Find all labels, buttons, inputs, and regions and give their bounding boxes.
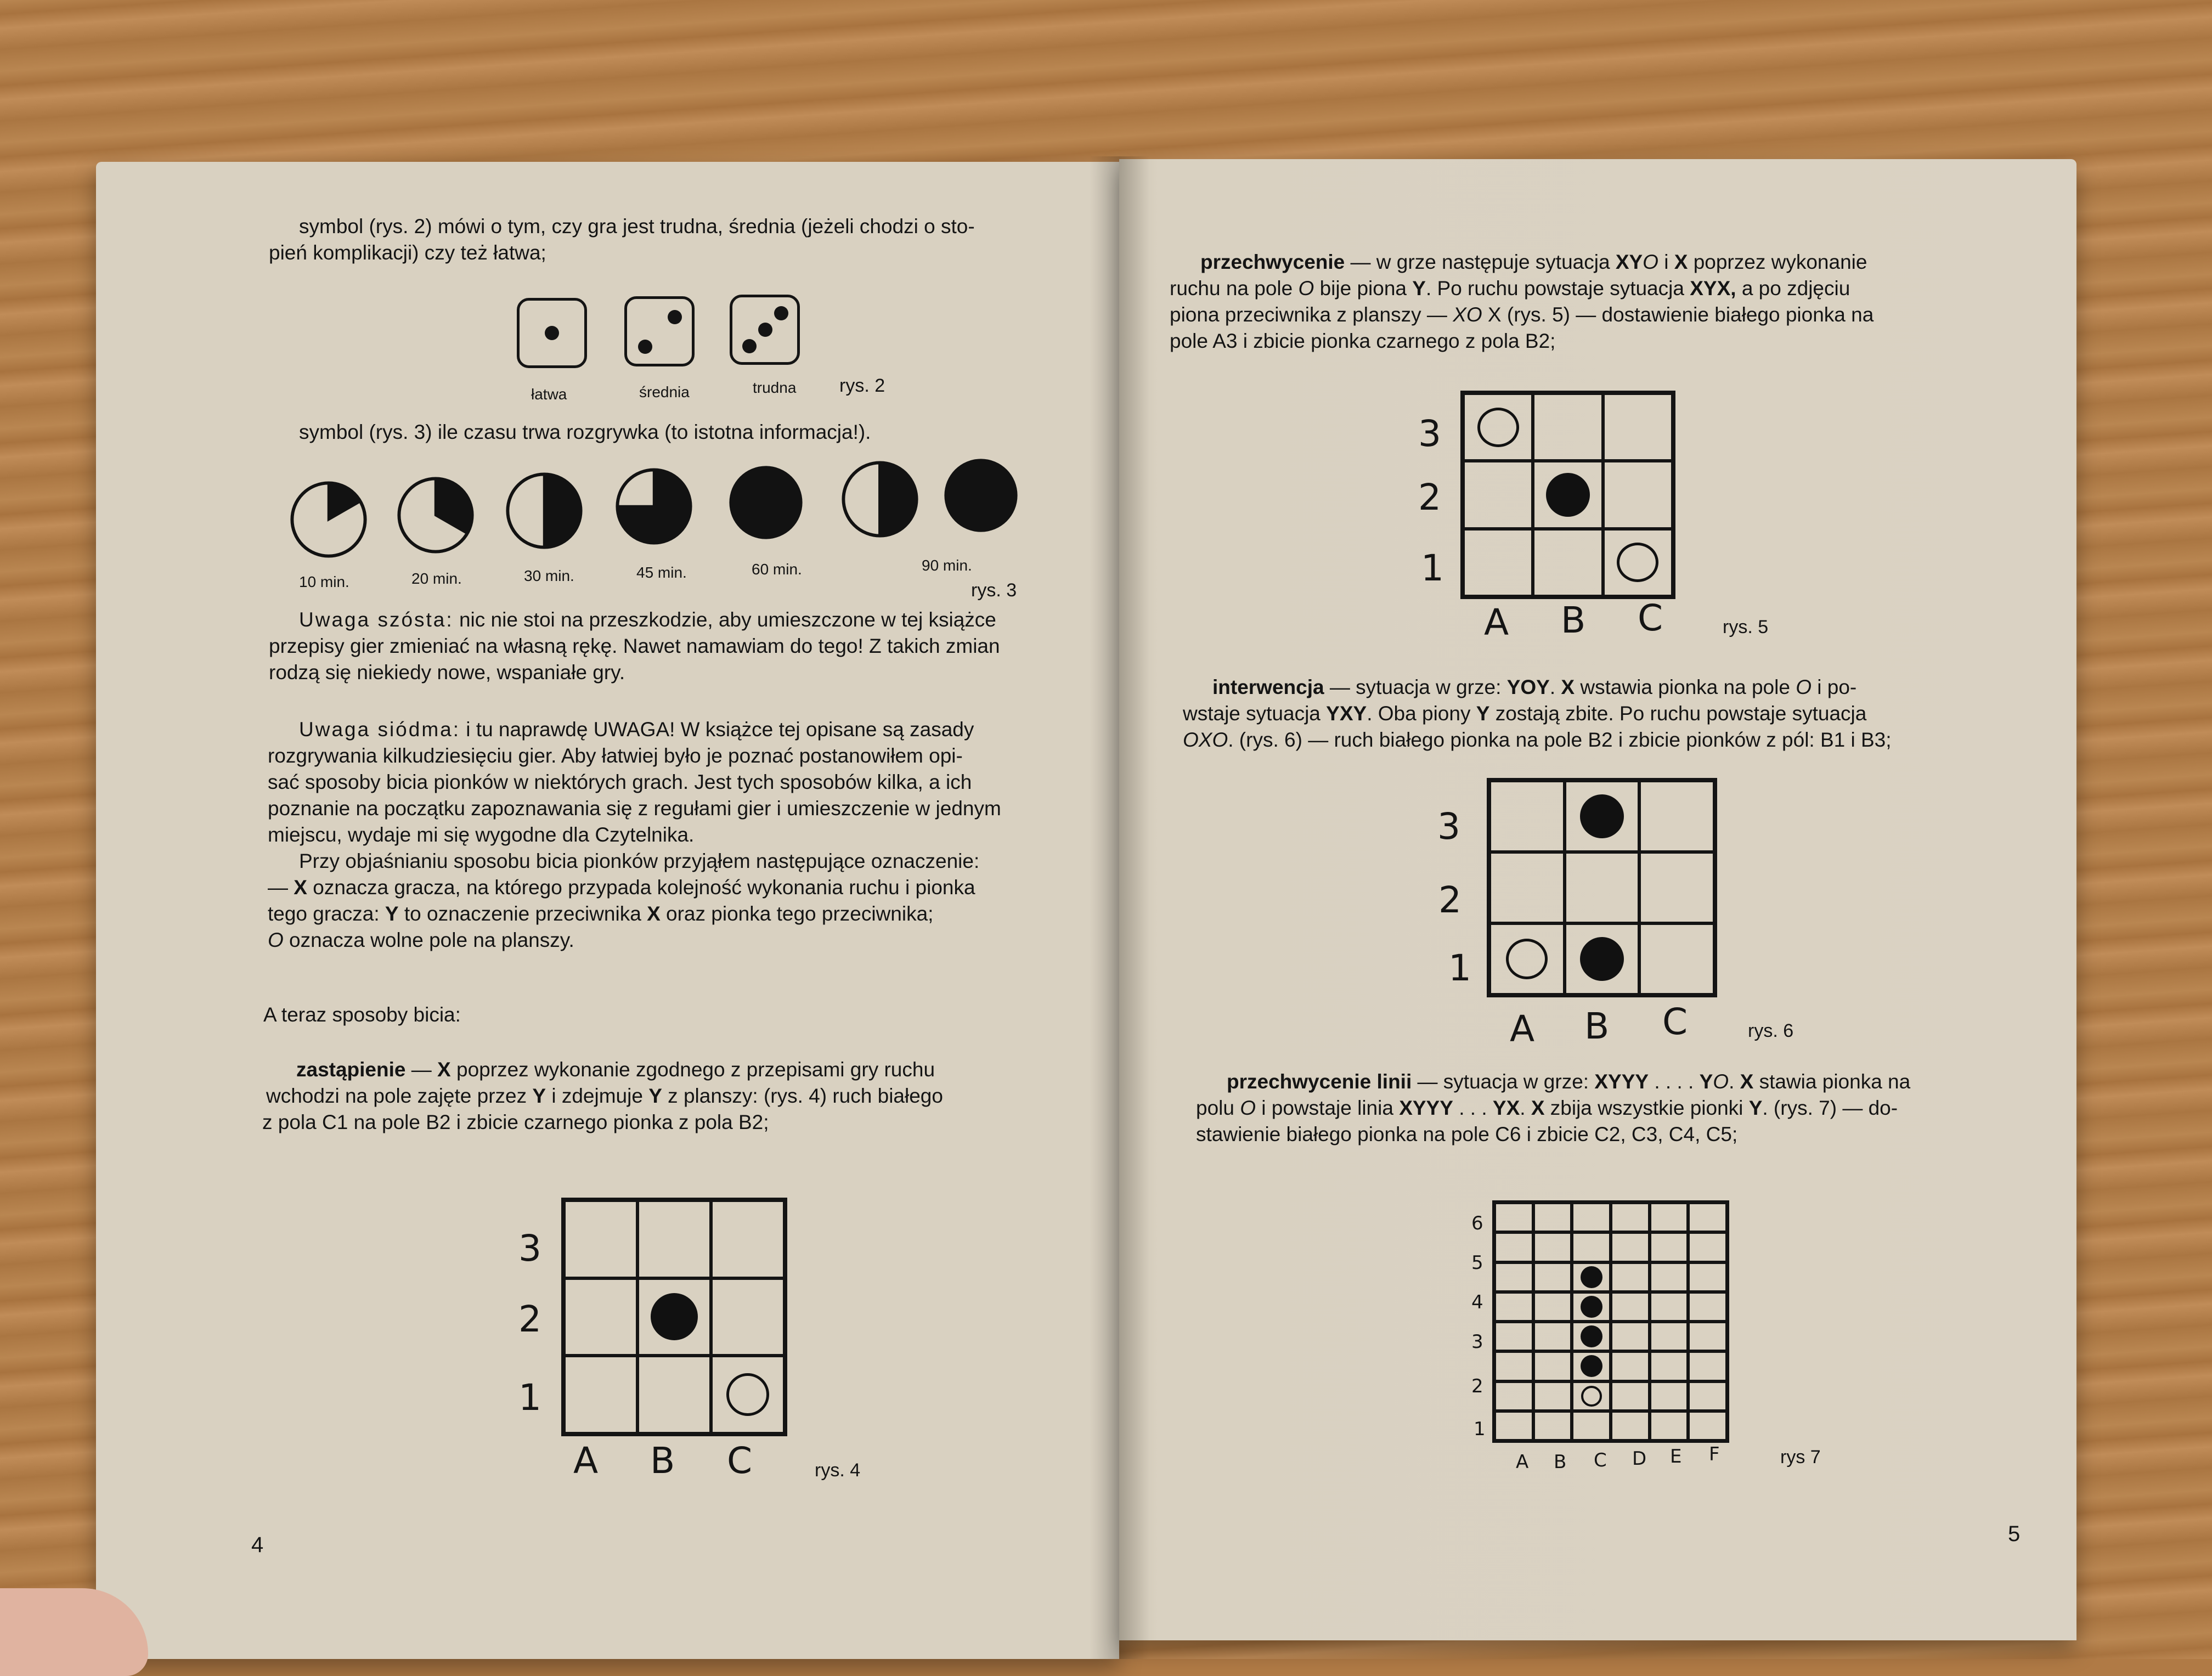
- symbol-y: Y: [532, 1085, 546, 1107]
- text: . (rys. 7) — do-: [1762, 1097, 1898, 1119]
- symbol-o: O: [1713, 1070, 1729, 1093]
- cell: [1688, 1381, 1727, 1411]
- row-label: 3: [1471, 1331, 1483, 1353]
- cell-a3: [564, 1200, 637, 1278]
- col-label: C: [727, 1440, 753, 1482]
- uwaga-7-label: Uwaga siódma:: [299, 718, 461, 741]
- cell: [1533, 1203, 1572, 1232]
- text: poprzez wykonanie zgodnego z przepisami gry ruchu: [450, 1058, 935, 1081]
- symbol-y: Y: [1748, 1097, 1763, 1119]
- row-label: 2: [518, 1298, 541, 1340]
- col-label: A: [1484, 601, 1509, 644]
- cell-a3: [1489, 781, 1565, 852]
- symbol-o: O: [1643, 251, 1658, 273]
- col-label: D: [1632, 1448, 1647, 1470]
- text: poprzez wykonanie: [1688, 251, 1867, 273]
- row-label: 3: [1418, 413, 1441, 455]
- cell-c1: [1639, 923, 1714, 995]
- cell: [1572, 1411, 1611, 1441]
- label-easy: łatwa: [531, 386, 567, 403]
- symbol-yoy: YOY: [1506, 676, 1550, 698]
- symbol-xy: XY: [1615, 251, 1643, 273]
- row-label: 1: [1448, 947, 1471, 989]
- symbol-x: X: [647, 902, 661, 925]
- white-stone: [1506, 939, 1548, 979]
- cell: [1572, 1232, 1611, 1262]
- figure-caption-rys-3: rys. 3: [971, 580, 1017, 601]
- przechwycenie-linii-line-1: [1227, 1068, 1910, 1095]
- col-label: B: [650, 1440, 675, 1482]
- cell-a1: [564, 1356, 637, 1434]
- term-zastapienie: zastąpienie: [296, 1058, 406, 1081]
- text: X (rys. 5) — dostawienie białego pionka na: [1482, 303, 1874, 326]
- row-label: 6: [1471, 1212, 1483, 1234]
- text: . (rys. 6) — ruch białego pionka na pole B2 i zbicie pionków z pól: B1 i B3;: [1228, 729, 1892, 751]
- cell-c3: [1639, 781, 1714, 852]
- symbol-yx: YX: [1492, 1097, 1520, 1119]
- cell: [1533, 1381, 1572, 1411]
- col-label: C: [1594, 1449, 1607, 1471]
- figure-caption-rys-5: rys. 5: [1723, 617, 1769, 637]
- symbol-o: O: [1796, 676, 1812, 698]
- time-clock-icon: [613, 466, 695, 547]
- time-label-20: 20 min.: [411, 570, 462, 587]
- text: — w grze następuje sytuacja: [1345, 251, 1616, 273]
- cell: [1688, 1203, 1727, 1232]
- uwaga-7-line-4: poznanie na początku zapoznawania się z regułami gier i umieszczenie w jednym: [268, 797, 1001, 820]
- cell: [1611, 1381, 1650, 1411]
- text: z planszy: (rys. 4) ruch białego: [662, 1085, 943, 1107]
- cell-c1: [1603, 529, 1673, 596]
- symbol-o: O: [1240, 1097, 1256, 1119]
- cell: [1650, 1322, 1689, 1351]
- paragraph-sposoby: A teraz sposoby bicia:: [263, 1003, 461, 1026]
- symbol-y: Y: [1699, 1070, 1713, 1093]
- paragraph-symbol-2-line-2: pień komplikacji) czy też łatwa;: [269, 241, 546, 264]
- time-label-45: 45 min.: [636, 564, 687, 581]
- cell: [1533, 1411, 1572, 1441]
- book-gutter: [1089, 156, 1149, 1659]
- black-stone: [1546, 473, 1590, 517]
- cell: [1611, 1262, 1650, 1292]
- cell: [1494, 1262, 1533, 1292]
- zastapienie-line-1: [296, 1056, 935, 1083]
- die-easy-icon: [517, 298, 587, 368]
- term-przechwycenie: przechwycenie: [1200, 251, 1345, 273]
- time-clock-icon: [395, 475, 476, 556]
- text: stawia pionka na: [1753, 1070, 1911, 1093]
- time-label-30: 30 min.: [524, 567, 574, 584]
- text: ruchu na pole: [1170, 277, 1299, 300]
- cell-b3: [1533, 393, 1602, 461]
- uwaga-7-line-1: [299, 716, 974, 743]
- die-pip: [742, 339, 757, 353]
- uwaga-6-label: Uwaga szósta:: [299, 608, 454, 631]
- black-stone: [1581, 1355, 1602, 1377]
- cell: [1494, 1351, 1533, 1381]
- text: i powstaje linia: [1256, 1097, 1400, 1119]
- text: —: [405, 1058, 438, 1081]
- time-clock-icon: [288, 479, 369, 560]
- cell-b1: [1533, 529, 1602, 596]
- symbol-x: X: [1674, 251, 1688, 273]
- time-clock-icon: [940, 455, 1022, 536]
- cell-a1: [1463, 529, 1533, 596]
- term-przechwycenie-linii: przechwycenie linii: [1227, 1070, 1412, 1093]
- paragraph-o-definition: [268, 927, 574, 953]
- col-label: A: [1510, 1008, 1535, 1050]
- die-pip: [668, 310, 682, 324]
- row-label: 2: [1471, 1375, 1483, 1397]
- cell: [1533, 1232, 1572, 1262]
- text: .: [1729, 1070, 1740, 1093]
- row-label: 3: [1437, 805, 1460, 848]
- row-label: 4: [1471, 1291, 1483, 1313]
- cell-c2: [711, 1278, 785, 1356]
- symbol-x: X: [1531, 1097, 1545, 1119]
- cell: [1688, 1351, 1727, 1381]
- figure-caption-rys-2: rys. 2: [839, 375, 885, 396]
- text: . . .: [1453, 1097, 1493, 1119]
- zastapienie-line-3: z pola C1 na pole B2 i zbicie czarnego pionka z pola B2;: [262, 1111, 769, 1133]
- white-stone: [1617, 543, 1658, 582]
- cell-b2: [637, 1278, 711, 1356]
- cell: [1533, 1292, 1572, 1322]
- text: oraz pionka tego przeciwnika;: [660, 902, 934, 925]
- cell: [1650, 1411, 1689, 1441]
- die-pip: [774, 306, 788, 320]
- figure-caption-rys-7: rys 7: [1780, 1447, 1821, 1468]
- text: — sytuacja w grze:: [1324, 676, 1507, 698]
- text: wstawia pionka na pole: [1575, 676, 1796, 698]
- cell: [1494, 1322, 1533, 1351]
- cell: [1533, 1322, 1572, 1351]
- text: zostają zbite. Po ruchu powstaje sytuacja: [1489, 702, 1867, 725]
- cell-b2: [1565, 852, 1640, 923]
- paragraph-x-definition: [268, 874, 975, 901]
- col-label: F: [1709, 1443, 1720, 1465]
- cell: [1572, 1292, 1611, 1322]
- page-number-left: 4: [251, 1533, 264, 1557]
- uwaga-6-line-1: [299, 606, 996, 633]
- cell-b3: [637, 1200, 711, 1278]
- col-label: B: [1584, 1005, 1610, 1047]
- przechwycenie-linii-line-3: stawienie białego pionka na pole C6 i zbicie C2, C3, C4, C5;: [1196, 1123, 1738, 1145]
- cell: [1494, 1381, 1533, 1411]
- die-pip: [638, 340, 652, 354]
- text: tego gracza:: [268, 902, 385, 925]
- board-rys-6: [1487, 778, 1717, 997]
- interwencja-line-2: [1183, 700, 1866, 727]
- cell-a2: [1489, 852, 1565, 923]
- cell-b2: [1533, 461, 1602, 528]
- text: . . . .: [1649, 1070, 1700, 1093]
- cell: [1611, 1322, 1650, 1351]
- text: oznacza gracza, na którego przypada kolejność wykonania ruchu i pionka: [307, 876, 975, 899]
- przechwycenie-line-2: [1170, 275, 1850, 302]
- cell-c2: [1603, 461, 1673, 528]
- text: bije piona: [1314, 277, 1413, 300]
- text: . Oba piony: [1367, 702, 1476, 725]
- cell: [1611, 1292, 1650, 1322]
- cell: [1611, 1203, 1650, 1232]
- text: i tu naprawdę UWAGA! W książce tej opisane są zasady: [460, 718, 974, 741]
- zastapienie-line-2: [266, 1082, 943, 1109]
- label-medium: średnia: [639, 383, 690, 400]
- przechwycenie-line-4: pole A3 i zbicie pionka czarnego z pola B2;: [1170, 330, 1556, 352]
- uwaga-7-line-2: rozgrywania kilkudziesięciu gier. Aby łatwiej było je poznać postanowiłem opi-: [268, 744, 963, 767]
- black-stone: [1580, 937, 1624, 981]
- symbol-x: X: [437, 1058, 451, 1081]
- paragraph-symbol-3: symbol (rys. 3) ile czasu trwa rozgrywka (to istotna informacja!).: [299, 421, 871, 443]
- uwaga-6-line-3: rodzą się niekiedy nowe, wspaniałe gry.: [269, 661, 625, 684]
- die-pip: [758, 323, 772, 337]
- symbol-xyx: XYX,: [1690, 277, 1736, 300]
- paragraph-y-definition: [268, 900, 933, 927]
- cell: [1650, 1292, 1689, 1322]
- row-label: 1: [1421, 547, 1444, 589]
- cell: [1572, 1351, 1611, 1381]
- time-label-10: 10 min.: [299, 573, 349, 590]
- cell-b1: [637, 1356, 711, 1434]
- figure-caption-rys-4: rys. 4: [815, 1460, 861, 1481]
- text: . Po ruchu powstaje sytuacja: [1425, 277, 1690, 300]
- text: oznacza wolne pole na planszy.: [283, 929, 574, 951]
- text: — sytuacja w grze:: [1412, 1070, 1595, 1093]
- symbol-x: X: [294, 876, 307, 899]
- cell: [1688, 1292, 1727, 1322]
- figure-caption-rys-6: rys. 6: [1748, 1020, 1794, 1041]
- col-label: C: [1638, 597, 1663, 639]
- cell: [1572, 1381, 1611, 1411]
- cell: [1494, 1292, 1533, 1322]
- text: polu: [1196, 1097, 1240, 1119]
- paragraph-przy: Przy objaśnianiu sposobu bicia pionków przyjąłem następujące oznaczenie:: [299, 850, 980, 872]
- label-hard: trudna: [753, 379, 797, 396]
- cell: [1650, 1351, 1689, 1381]
- die-hard-icon: [730, 295, 800, 365]
- text: i: [1658, 251, 1674, 273]
- symbol-y: Y: [1476, 702, 1490, 725]
- paragraph-symbol-2-line-1: symbol (rys. 2) mówi o tym, czy gra jest trudna, średnia (jeżeli chodzi o sto-: [299, 215, 975, 238]
- row-label: 1: [1474, 1418, 1486, 1440]
- col-label: A: [1516, 1451, 1529, 1473]
- symbol-oxo: OXO: [1183, 729, 1228, 751]
- cell-b1: [1565, 923, 1640, 995]
- time-clock-icon: [725, 462, 806, 543]
- cell: [1650, 1262, 1689, 1292]
- text: i po-: [1812, 676, 1857, 698]
- interwencja-line-3: [1183, 726, 1892, 753]
- cell-c3: [711, 1200, 785, 1278]
- cell-b3: [1565, 781, 1640, 852]
- black-stone: [1581, 1266, 1602, 1288]
- symbol-o: O: [268, 929, 284, 951]
- die-medium-icon: [624, 296, 695, 366]
- cell-c1: [711, 1356, 785, 1434]
- cell: [1650, 1381, 1689, 1411]
- white-stone: [726, 1373, 769, 1416]
- symbol-y: Y: [385, 902, 399, 925]
- cell-a3: [1463, 393, 1533, 461]
- cell-a2: [1463, 461, 1533, 528]
- text: zbija wszystkie pionki: [1544, 1097, 1749, 1119]
- col-label: A: [573, 1440, 599, 1482]
- col-label: B: [1561, 599, 1586, 641]
- white-stone: [1581, 1386, 1602, 1407]
- cell: [1533, 1351, 1572, 1381]
- cell: [1688, 1262, 1727, 1292]
- cell-a1: [1489, 923, 1565, 995]
- cell: [1688, 1411, 1727, 1441]
- text: .: [1520, 1097, 1531, 1119]
- text: nic nie stoi na przeszkodzie, aby umieszczone w tej książce: [453, 608, 996, 631]
- cell-a2: [564, 1278, 637, 1356]
- page-number-right: 5: [2008, 1522, 2021, 1546]
- die-pip: [545, 326, 559, 340]
- symbol-x: X: [1740, 1070, 1754, 1093]
- symbol-o: O: [1298, 277, 1314, 300]
- cell: [1572, 1203, 1611, 1232]
- board-rys-5: [1460, 391, 1675, 599]
- przechwycenie-line-3: [1170, 301, 1874, 328]
- row-label: 5: [1471, 1252, 1483, 1274]
- row-label: 3: [518, 1227, 541, 1269]
- black-stone: [1581, 1325, 1602, 1347]
- cell: [1611, 1351, 1650, 1381]
- symbol-y: Y: [1412, 277, 1426, 300]
- col-label: B: [1554, 1451, 1567, 1473]
- cell-c2: [1639, 852, 1714, 923]
- board-rys-4: [561, 1198, 787, 1436]
- white-stone: [1477, 408, 1519, 447]
- cell: [1611, 1411, 1650, 1441]
- cell: [1688, 1232, 1727, 1262]
- uwaga-7-line-3: sać sposoby bicia pionków w niektórych grach. Jest tych sposobów kilka, a ich: [268, 771, 972, 793]
- cell: [1650, 1232, 1689, 1262]
- text: wchodzi na pole zajęte przez: [266, 1085, 533, 1107]
- symbol-xyyy: XYYY: [1399, 1097, 1453, 1119]
- cell: [1494, 1411, 1533, 1441]
- cell: [1494, 1203, 1533, 1232]
- black-stone: [1580, 794, 1624, 838]
- cell: [1688, 1322, 1727, 1351]
- cell-c3: [1603, 393, 1673, 461]
- row-label: 2: [1418, 476, 1441, 518]
- time-label-90: 90 min.: [922, 557, 972, 574]
- text: piona przeciwnika z planszy —: [1170, 303, 1453, 326]
- interwencja-line-1: interwencja — sytuacja w grze: YOY. X wstawia pionka na pole O i po-: [1212, 676, 1857, 698]
- symbol-y: Y: [648, 1085, 662, 1107]
- przechwycenie-linii-line-2: [1196, 1094, 1898, 1121]
- symbol-xo: XO: [1453, 303, 1482, 326]
- przechwycenie-line-1: [1200, 249, 1867, 275]
- uwaga-7-line-5: miejscu, wydaje mi się wygodne dla Czytelnika.: [268, 823, 695, 846]
- row-label: 2: [1438, 879, 1462, 921]
- text: to oznaczenie przeciwnika: [398, 902, 647, 925]
- symbol-x: X: [1561, 676, 1575, 698]
- col-label: C: [1662, 1001, 1688, 1043]
- text: i zdejmuje: [546, 1085, 649, 1107]
- cell: [1572, 1322, 1611, 1351]
- text: —: [268, 876, 294, 899]
- cell: [1650, 1203, 1689, 1232]
- time-label-60: 60 min.: [752, 561, 802, 578]
- col-label: E: [1670, 1446, 1682, 1468]
- time-clock-icon: [839, 459, 921, 540]
- black-stone: [1581, 1296, 1602, 1318]
- text: a po zdjęciu: [1736, 277, 1850, 300]
- cell: [1494, 1232, 1533, 1262]
- time-clock-icon: [504, 470, 585, 551]
- term-interwencja: interwencja: [1212, 676, 1324, 698]
- text: wstaje sytuacja: [1183, 702, 1327, 725]
- board-rys-7: [1492, 1200, 1729, 1443]
- cell: [1611, 1232, 1650, 1262]
- symbol-xyyy: XYYY: [1594, 1070, 1649, 1093]
- black-stone: [651, 1293, 698, 1340]
- row-label: 1: [518, 1376, 541, 1419]
- symbol-yxy: YXY: [1326, 702, 1367, 725]
- cell: [1533, 1262, 1572, 1292]
- cell: [1572, 1262, 1611, 1292]
- uwaga-6-line-2: przepisy gier zmieniać na własną rękę. Nawet namawiam do tego! Z takich zmian: [269, 635, 1000, 657]
